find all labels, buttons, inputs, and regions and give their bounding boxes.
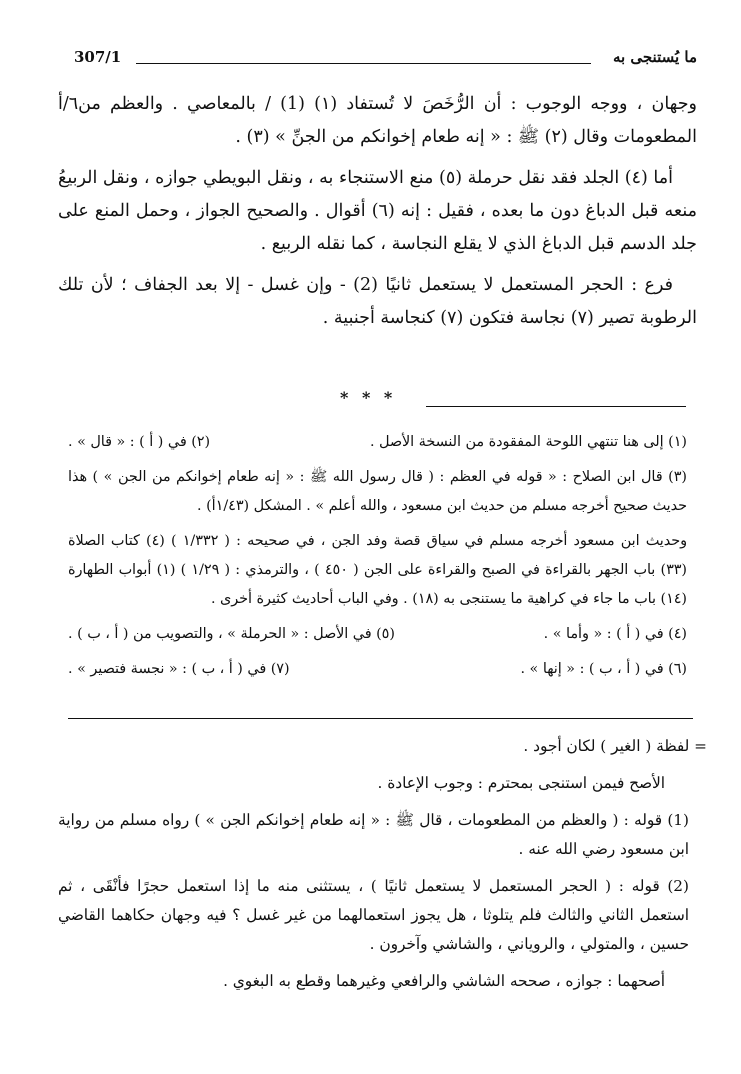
header-rule xyxy=(136,63,591,64)
running-header xyxy=(74,48,697,74)
footnote-rule xyxy=(426,406,686,407)
main-paragraph-1: وجهان ، ووجه الوجوب : أن الرُّخَصَ لا تُستفاد (١) (1) / بالمعاصي . والعظم من٦/أ المطعومات وقال (٢) ﷺ : « إنه طعام إخوانكم من الجنِّ » (٣) . xyxy=(58,94,698,147)
commentary-separator xyxy=(68,718,693,719)
commentary-line-2: أصحهما : جوازه ، صححه الشاشي والرافعي وغيرهما وقطع به البغوي . xyxy=(223,972,665,990)
commentary-line-1: الأصح فيمن استنجى بمحترم : وجوب الإعادة . xyxy=(377,774,665,792)
footnotes xyxy=(68,428,687,690)
commentary xyxy=(58,732,707,1004)
footnote-row-2 xyxy=(68,620,687,649)
commentary-note-1: (1) قوله : ( والعظم من المطعومات ، قال ﷺ : « إنه طعام إخوانكم الجن » ) رواه مسلم من رواية ابن مسعود رضي الله عنه . xyxy=(58,811,689,858)
footnote-row-1 xyxy=(68,428,687,457)
footnote-2: (٢) في ( أ ) : « قال » . xyxy=(68,434,211,450)
commentary-note-2: (2) قوله : ( الحجر المستعمل لا يستعمل ثانيًا ) ، يستثنى منه ما إذا استعمل حجرًا فأنْقَى ، ثم استعمل الثاني والثالث فلم يتلوثا ، هل يجوز استعمالهما من غير غسل ؟ فيه وجهان حكاهما القاضي حسين ، والمتولي ، والروياني ، والشاشي وآخرون . xyxy=(58,877,689,953)
section-stars: * * * xyxy=(340,388,397,407)
chapter-title: ما يُستنجى به xyxy=(612,48,697,66)
page-number: 307/1 xyxy=(74,48,122,66)
main-paragraph-2: أما (٤) الجلد فقد نقل حرملة (٥) منع الاستنجاء به ، ونقل البويطي جوازه ، ونقل الربيعُ منعه قبل الدباغ دون ما بعده ، فقيل : إنه (٦) أقوال . والصحيح الجواز ، وحمل المنع على جلد الدسم قبل الدباغ الذي لا يقلع النجاسة ، كما نقله الربيع . xyxy=(58,168,697,254)
footnote-6: (٦) في ( أ ، ب ) : « إنها » . xyxy=(520,661,687,677)
footnote-row-3 xyxy=(68,655,687,684)
footnote-4: (٤) في ( أ ) : « وأما » . xyxy=(543,626,687,642)
footnote-1: (١) إلى هنا تنتهي اللوحة المفقودة من النسخة الأصل . xyxy=(369,434,687,450)
main-text xyxy=(58,88,697,343)
footnote-5: (٥) في الأصل : « الحرملة » ، والتصويب من ( أ ، ب ) . xyxy=(68,626,395,642)
footnote-7: (٧) في ( أ ، ب ) : « نجسة فتصير » . xyxy=(68,661,290,677)
main-paragraph-3: فرع : الحجر المستعمل لا يستعمل ثانيًا (2) - وإن غسل - إلا بعد الجفاف ؛ لأن تلك الرطوبة تصير (٧) نجاسة فتكون (٧) كنجاسة أجنبية . xyxy=(58,275,697,328)
footnote-3-continued: وحديث ابن مسعود أخرجه مسلم في سياق قصة وفد الجن ، في صحيحه : ( ١/٣٣٢ ) (٤) كتاب الصلاة (٣٣) باب الجهر بالقراءة في الصبح والقراءة على الجن ( ٤٥٠ ) ، والترمذي : ( ١/٢٩ ) (١) أبواب الطهارة (١٤) باب ما جاء في كراهية ما يستنجى به (١٨) . وفي الباب أحاديث كثيرة أخرى . xyxy=(68,533,687,607)
commentary-continuation: = لفظة ( الغير ) لكان أجود . xyxy=(523,737,707,755)
footnote-3: (٣) قال ابن الصلاح : « قوله في العظم : ( قال رسول الله ﷺ : « إنه طعام إخوانكم من الجن » ) هذا حديث صحيح أخرجه مسلم من حديث ابن مسعود ، والله أعلم » . المشكل (١/٤٣أ) . xyxy=(68,469,687,514)
